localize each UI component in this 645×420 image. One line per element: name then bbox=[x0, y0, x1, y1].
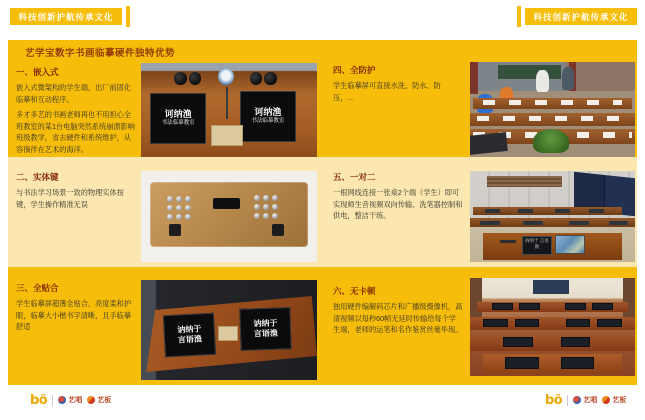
ink-dish bbox=[250, 72, 262, 84]
footer-badge-1 bbox=[573, 395, 597, 405]
badge-label: 艺唱 bbox=[583, 397, 598, 404]
screen-calligraphy-line1: 讷纳于 bbox=[252, 317, 278, 329]
section-physical-keys bbox=[16, 171, 138, 214]
section-heading: 六、无卡顿 bbox=[333, 286, 376, 296]
footer-badge-2 bbox=[602, 395, 626, 405]
badge-label: 艺板 bbox=[612, 397, 627, 404]
panel-square-button bbox=[272, 224, 285, 236]
teacher-tablet-text: 讷纳于 言语渔 bbox=[522, 236, 552, 255]
screen-calligraphy-line2: 言语渔 bbox=[177, 333, 202, 345]
desk-accessory bbox=[500, 240, 517, 243]
footer-separator bbox=[52, 395, 53, 406]
student-screen bbox=[150, 93, 207, 144]
section-heading: 三、全贴合 bbox=[16, 283, 59, 293]
desk-row bbox=[473, 207, 622, 214]
brand-logo: bö bbox=[545, 392, 563, 408]
student-screen bbox=[240, 91, 297, 142]
teacher-figure bbox=[562, 67, 574, 90]
window-blinds bbox=[487, 176, 563, 187]
panel-square-button bbox=[169, 224, 182, 236]
badge-globe-icon bbox=[58, 396, 66, 404]
section-heading: 四、全防护 bbox=[333, 65, 376, 75]
footer-separator bbox=[567, 395, 568, 406]
banner-divider-right bbox=[517, 6, 521, 27]
section-heading: 一、嵌入式 bbox=[16, 67, 59, 77]
photo-angled-desk-screens bbox=[141, 280, 317, 380]
stand bbox=[226, 87, 228, 119]
page-title: 艺学宝数字书画临摹硬件独特优势 bbox=[25, 48, 176, 59]
desk-row bbox=[470, 218, 635, 227]
section-heading: 五、一对二 bbox=[333, 172, 376, 182]
brush-washer-jar bbox=[218, 68, 234, 85]
screen-calligraphy-line1: 诃纳渔 bbox=[164, 109, 192, 120]
button-cluster-right bbox=[254, 195, 278, 219]
section-heading: 二、实体键 bbox=[16, 172, 59, 182]
photo-classroom-students bbox=[470, 62, 635, 157]
banner-divider-left bbox=[126, 6, 130, 27]
laptop bbox=[470, 132, 507, 155]
footer-badge-2 bbox=[87, 395, 111, 405]
section-full-lamination bbox=[16, 282, 138, 337]
ink-dish bbox=[264, 72, 276, 84]
section-body: 学生临摹屏超薄全贴合，亮度柔和护眼，临摹大小楷书字清晰，且手临摹舒适 bbox=[16, 299, 132, 332]
section-full-protection bbox=[333, 64, 461, 107]
brand-logo: bö bbox=[30, 392, 48, 408]
teacher-tablet-painting bbox=[555, 235, 585, 254]
section-body: 一根网线连接一张桌2个端（学生）即可实现师生音视频双向传输、洗笔器控制和供电，整洁干练。 bbox=[333, 188, 463, 221]
section-one-to-two bbox=[333, 171, 463, 226]
section-no-lag bbox=[333, 285, 463, 340]
desk-row bbox=[470, 317, 635, 330]
screen-calligraphy-line1: 诃纳渔 bbox=[254, 107, 282, 118]
header-banner-right: 科技创新护航传承文化 bbox=[525, 8, 637, 25]
desk-row bbox=[470, 113, 635, 125]
photo-control-panel bbox=[141, 171, 317, 262]
screen-calligraphy-line2: 言语渔 bbox=[253, 327, 278, 339]
photo-classroom-rows bbox=[470, 171, 635, 262]
section-body: 多才多艺的书画老师再也不用担心全班教室的某1台电脑突然系统崩溃影响班级教学，省去硬件和系统维护，从容徜徉在艺术的海洋。 bbox=[16, 110, 135, 154]
photo-student-terminal-desk bbox=[141, 63, 317, 157]
desk-control-box bbox=[218, 326, 238, 341]
desk-row bbox=[470, 335, 635, 351]
footer-right bbox=[545, 392, 626, 408]
ink-dish bbox=[174, 72, 186, 84]
section-body: 独用硬件编解码芯片和广播级摄像机，高清视频以每秒60帧无延时传输给每个学生端，老师的运笔和名作鉴赏丝毫毕现。 bbox=[333, 302, 463, 335]
screen-calligraphy-line2: 书法临摹教室 bbox=[161, 120, 195, 127]
panel-display bbox=[213, 198, 240, 210]
desk-row bbox=[473, 98, 631, 109]
wall-beam bbox=[470, 62, 478, 94]
footer-badge-1 bbox=[58, 395, 82, 405]
ink-dish bbox=[189, 72, 201, 84]
badge-label: 艺唱 bbox=[68, 397, 83, 404]
header-banner-left: 科技创新护航传承文化 bbox=[10, 8, 122, 25]
section-body: 嵌入式微架构的学生端，出厂前固化临摹和互动程序。 bbox=[16, 83, 132, 104]
front-desk bbox=[483, 354, 622, 374]
student-screen bbox=[239, 307, 292, 351]
screen-calligraphy-line1: 讷纳于 bbox=[176, 323, 202, 336]
blackboard bbox=[498, 65, 561, 79]
button-cluster-left bbox=[167, 196, 191, 220]
badge-board-icon bbox=[87, 396, 95, 404]
desk-row bbox=[477, 302, 629, 313]
section-body: 与书法学习场景一致的物理实体按键，学生操作精准无误 bbox=[16, 188, 124, 209]
footer-left bbox=[30, 392, 111, 408]
teacher-figure bbox=[536, 70, 549, 93]
desk-control-box bbox=[211, 125, 243, 146]
wall-banner bbox=[533, 280, 569, 294]
student-screen bbox=[163, 313, 216, 358]
badge-board-icon bbox=[602, 396, 610, 404]
badge-label: 艺板 bbox=[97, 397, 112, 404]
photo-classroom-desks bbox=[470, 278, 635, 376]
section-embedded bbox=[16, 66, 138, 159]
section-body: 学生临摹屏可直接水洗，防水、防压，… bbox=[333, 81, 441, 102]
bronze-panel bbox=[150, 182, 308, 248]
teacher-desk bbox=[483, 233, 622, 260]
badge-globe-icon bbox=[573, 396, 581, 404]
potted-plant bbox=[533, 129, 569, 154]
screen-calligraphy-line2: 书法临摹教室 bbox=[251, 118, 285, 125]
